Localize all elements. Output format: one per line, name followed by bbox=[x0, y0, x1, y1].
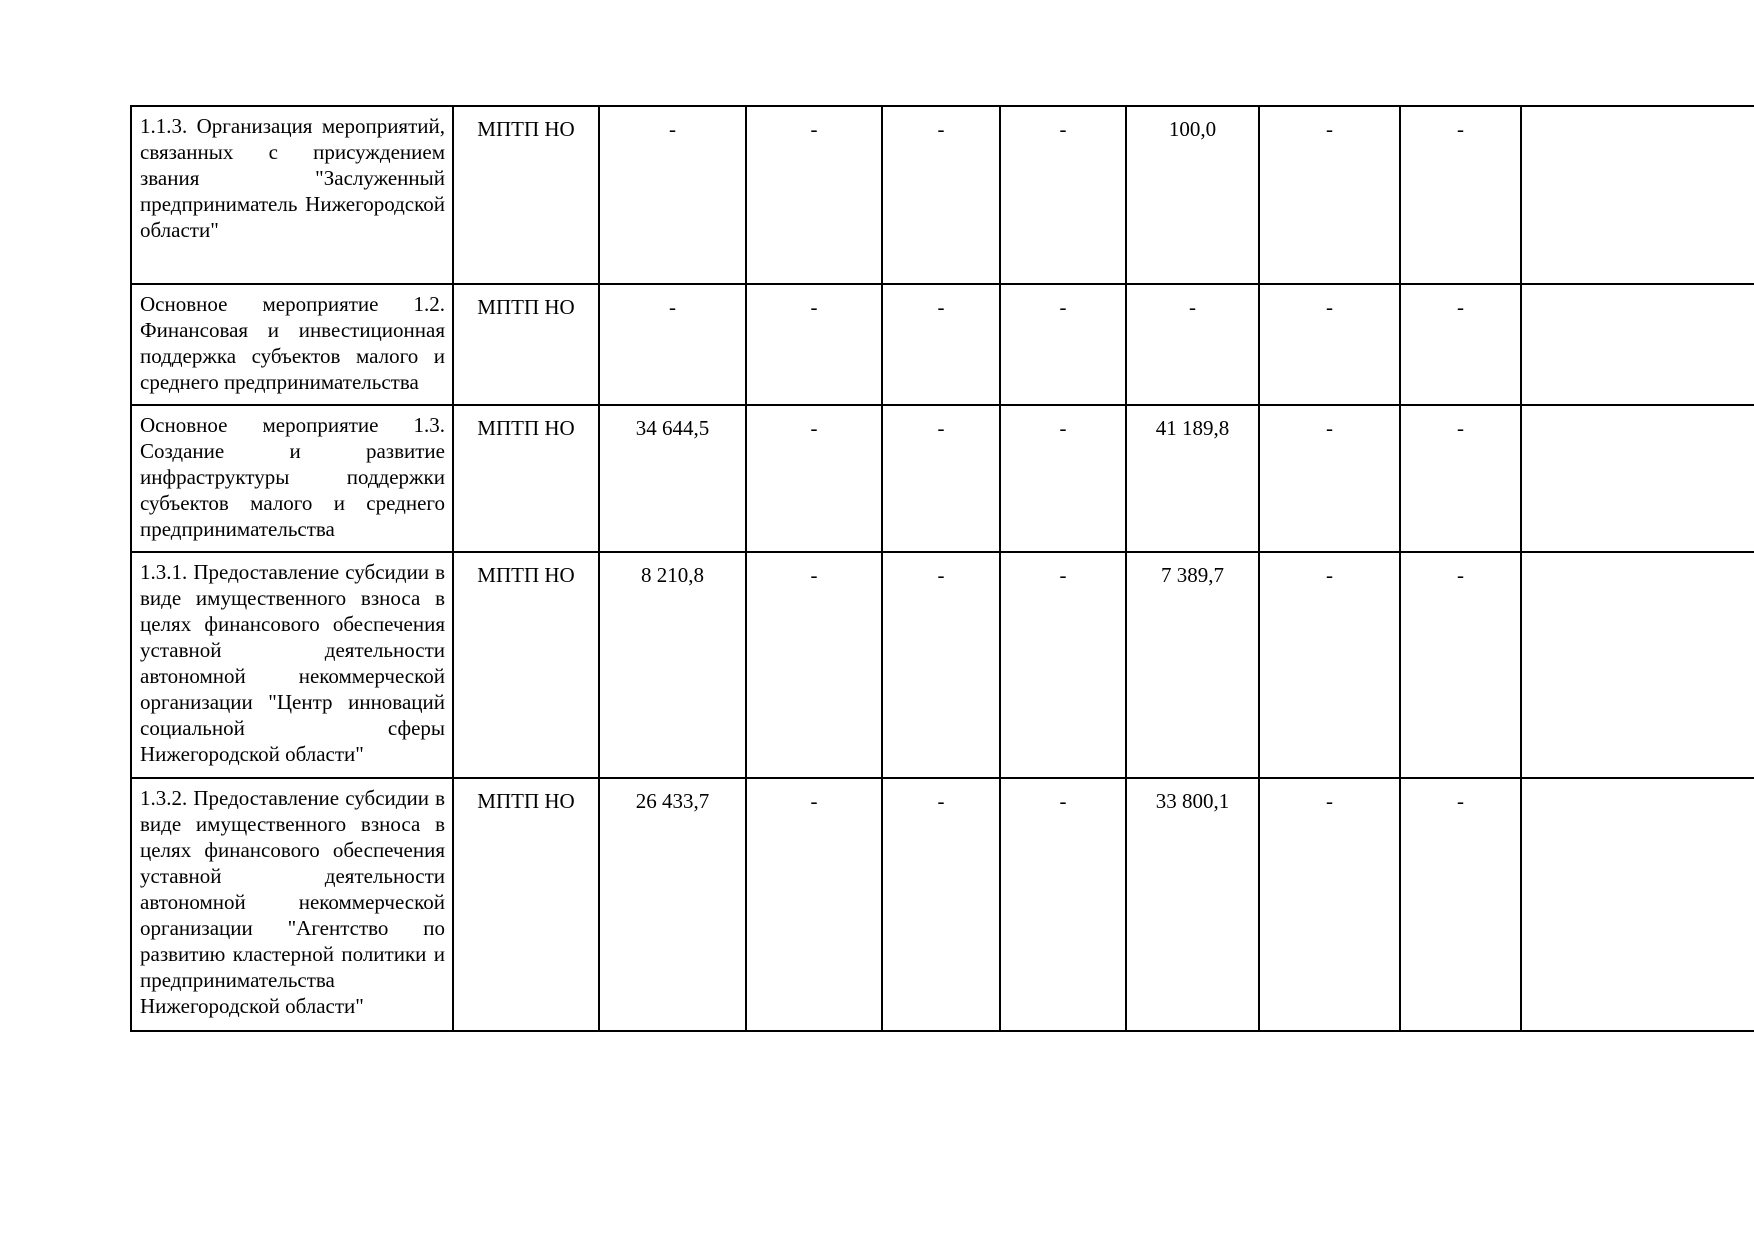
row-value-7: - bbox=[1400, 405, 1521, 552]
row-value-6: - bbox=[1259, 552, 1400, 778]
row-value-2: - bbox=[746, 284, 882, 405]
row-value-3: - bbox=[882, 405, 1000, 552]
row-value-2: - bbox=[746, 106, 882, 284]
row-value-1: 34 644,5 bbox=[599, 405, 746, 552]
budget-table bbox=[130, 105, 1754, 1032]
row-value-8 bbox=[1521, 405, 1754, 552]
row-value-1: - bbox=[599, 284, 746, 405]
table-row bbox=[131, 405, 1754, 552]
row-value-8 bbox=[1521, 106, 1754, 284]
row-value-8 bbox=[1521, 552, 1754, 778]
row-value-4: - bbox=[1000, 284, 1126, 405]
row-value-7: - bbox=[1400, 552, 1521, 778]
row-value-3: - bbox=[882, 552, 1000, 778]
row-value-4: - bbox=[1000, 405, 1126, 552]
row-value-7: - bbox=[1400, 778, 1521, 1031]
table-row bbox=[131, 284, 1754, 405]
row-value-5: 33 800,1 bbox=[1126, 778, 1259, 1031]
row-description: Основное мероприятие 1.3. Создание и развитие инфраструктуры поддержки субъектов малого и среднего предпринимательства bbox=[131, 405, 453, 552]
row-value-7: - bbox=[1400, 106, 1521, 284]
row-value-4: - bbox=[1000, 778, 1126, 1031]
row-value-5: - bbox=[1126, 284, 1259, 405]
row-value-1: 26 433,7 bbox=[599, 778, 746, 1031]
row-value-3: - bbox=[882, 778, 1000, 1031]
row-executor: МПТП НО bbox=[453, 778, 599, 1031]
table-row bbox=[131, 106, 1754, 284]
row-value-4: - bbox=[1000, 106, 1126, 284]
row-value-6: - bbox=[1259, 106, 1400, 284]
row-value-8 bbox=[1521, 284, 1754, 405]
row-value-6: - bbox=[1259, 778, 1400, 1031]
table-row bbox=[131, 778, 1754, 1031]
row-description: 1.3.2. Предоставление субсидии в виде имущественного взноса в целях финансового обеспечения уставной деятельности автономной некоммерческой организации "Агентство по развитию кластерной политики и предпринимательства Нижегородской области" bbox=[131, 778, 453, 1031]
row-value-7: - bbox=[1400, 284, 1521, 405]
row-value-5: 7 389,7 bbox=[1126, 552, 1259, 778]
row-value-4: - bbox=[1000, 552, 1126, 778]
row-value-5: 41 189,8 bbox=[1126, 405, 1259, 552]
row-description: 1.1.3. Организация мероприятий, связанных с присуждением звания "Заслуженный предприниматель Нижегородской области" bbox=[131, 106, 453, 284]
row-description: 1.3.1. Предоставление субсидии в виде имущественного взноса в целях финансового обеспечения уставной деятельности автономной некоммерческой организации "Центр инноваций социальной сферы Нижегородской области" bbox=[131, 552, 453, 778]
row-executor: МПТП НО bbox=[453, 106, 599, 284]
row-value-1: - bbox=[599, 106, 746, 284]
row-description: Основное мероприятие 1.2. Финансовая и инвестиционная поддержка субъектов малого и среднего предпринимательства bbox=[131, 284, 453, 405]
row-value-2: - bbox=[746, 552, 882, 778]
row-executor: МПТП НО bbox=[453, 405, 599, 552]
row-value-8 bbox=[1521, 778, 1754, 1031]
row-value-6: - bbox=[1259, 405, 1400, 552]
row-value-1: 8 210,8 bbox=[599, 552, 746, 778]
row-value-2: - bbox=[746, 405, 882, 552]
row-executor: МПТП НО bbox=[453, 284, 599, 405]
table-body bbox=[131, 106, 1754, 1031]
row-value-2: - bbox=[746, 778, 882, 1031]
row-executor: МПТП НО bbox=[453, 552, 599, 778]
row-value-3: - bbox=[882, 284, 1000, 405]
table-row bbox=[131, 552, 1754, 778]
row-value-6: - bbox=[1259, 284, 1400, 405]
row-value-5: 100,0 bbox=[1126, 106, 1259, 284]
row-value-3: - bbox=[882, 106, 1000, 284]
